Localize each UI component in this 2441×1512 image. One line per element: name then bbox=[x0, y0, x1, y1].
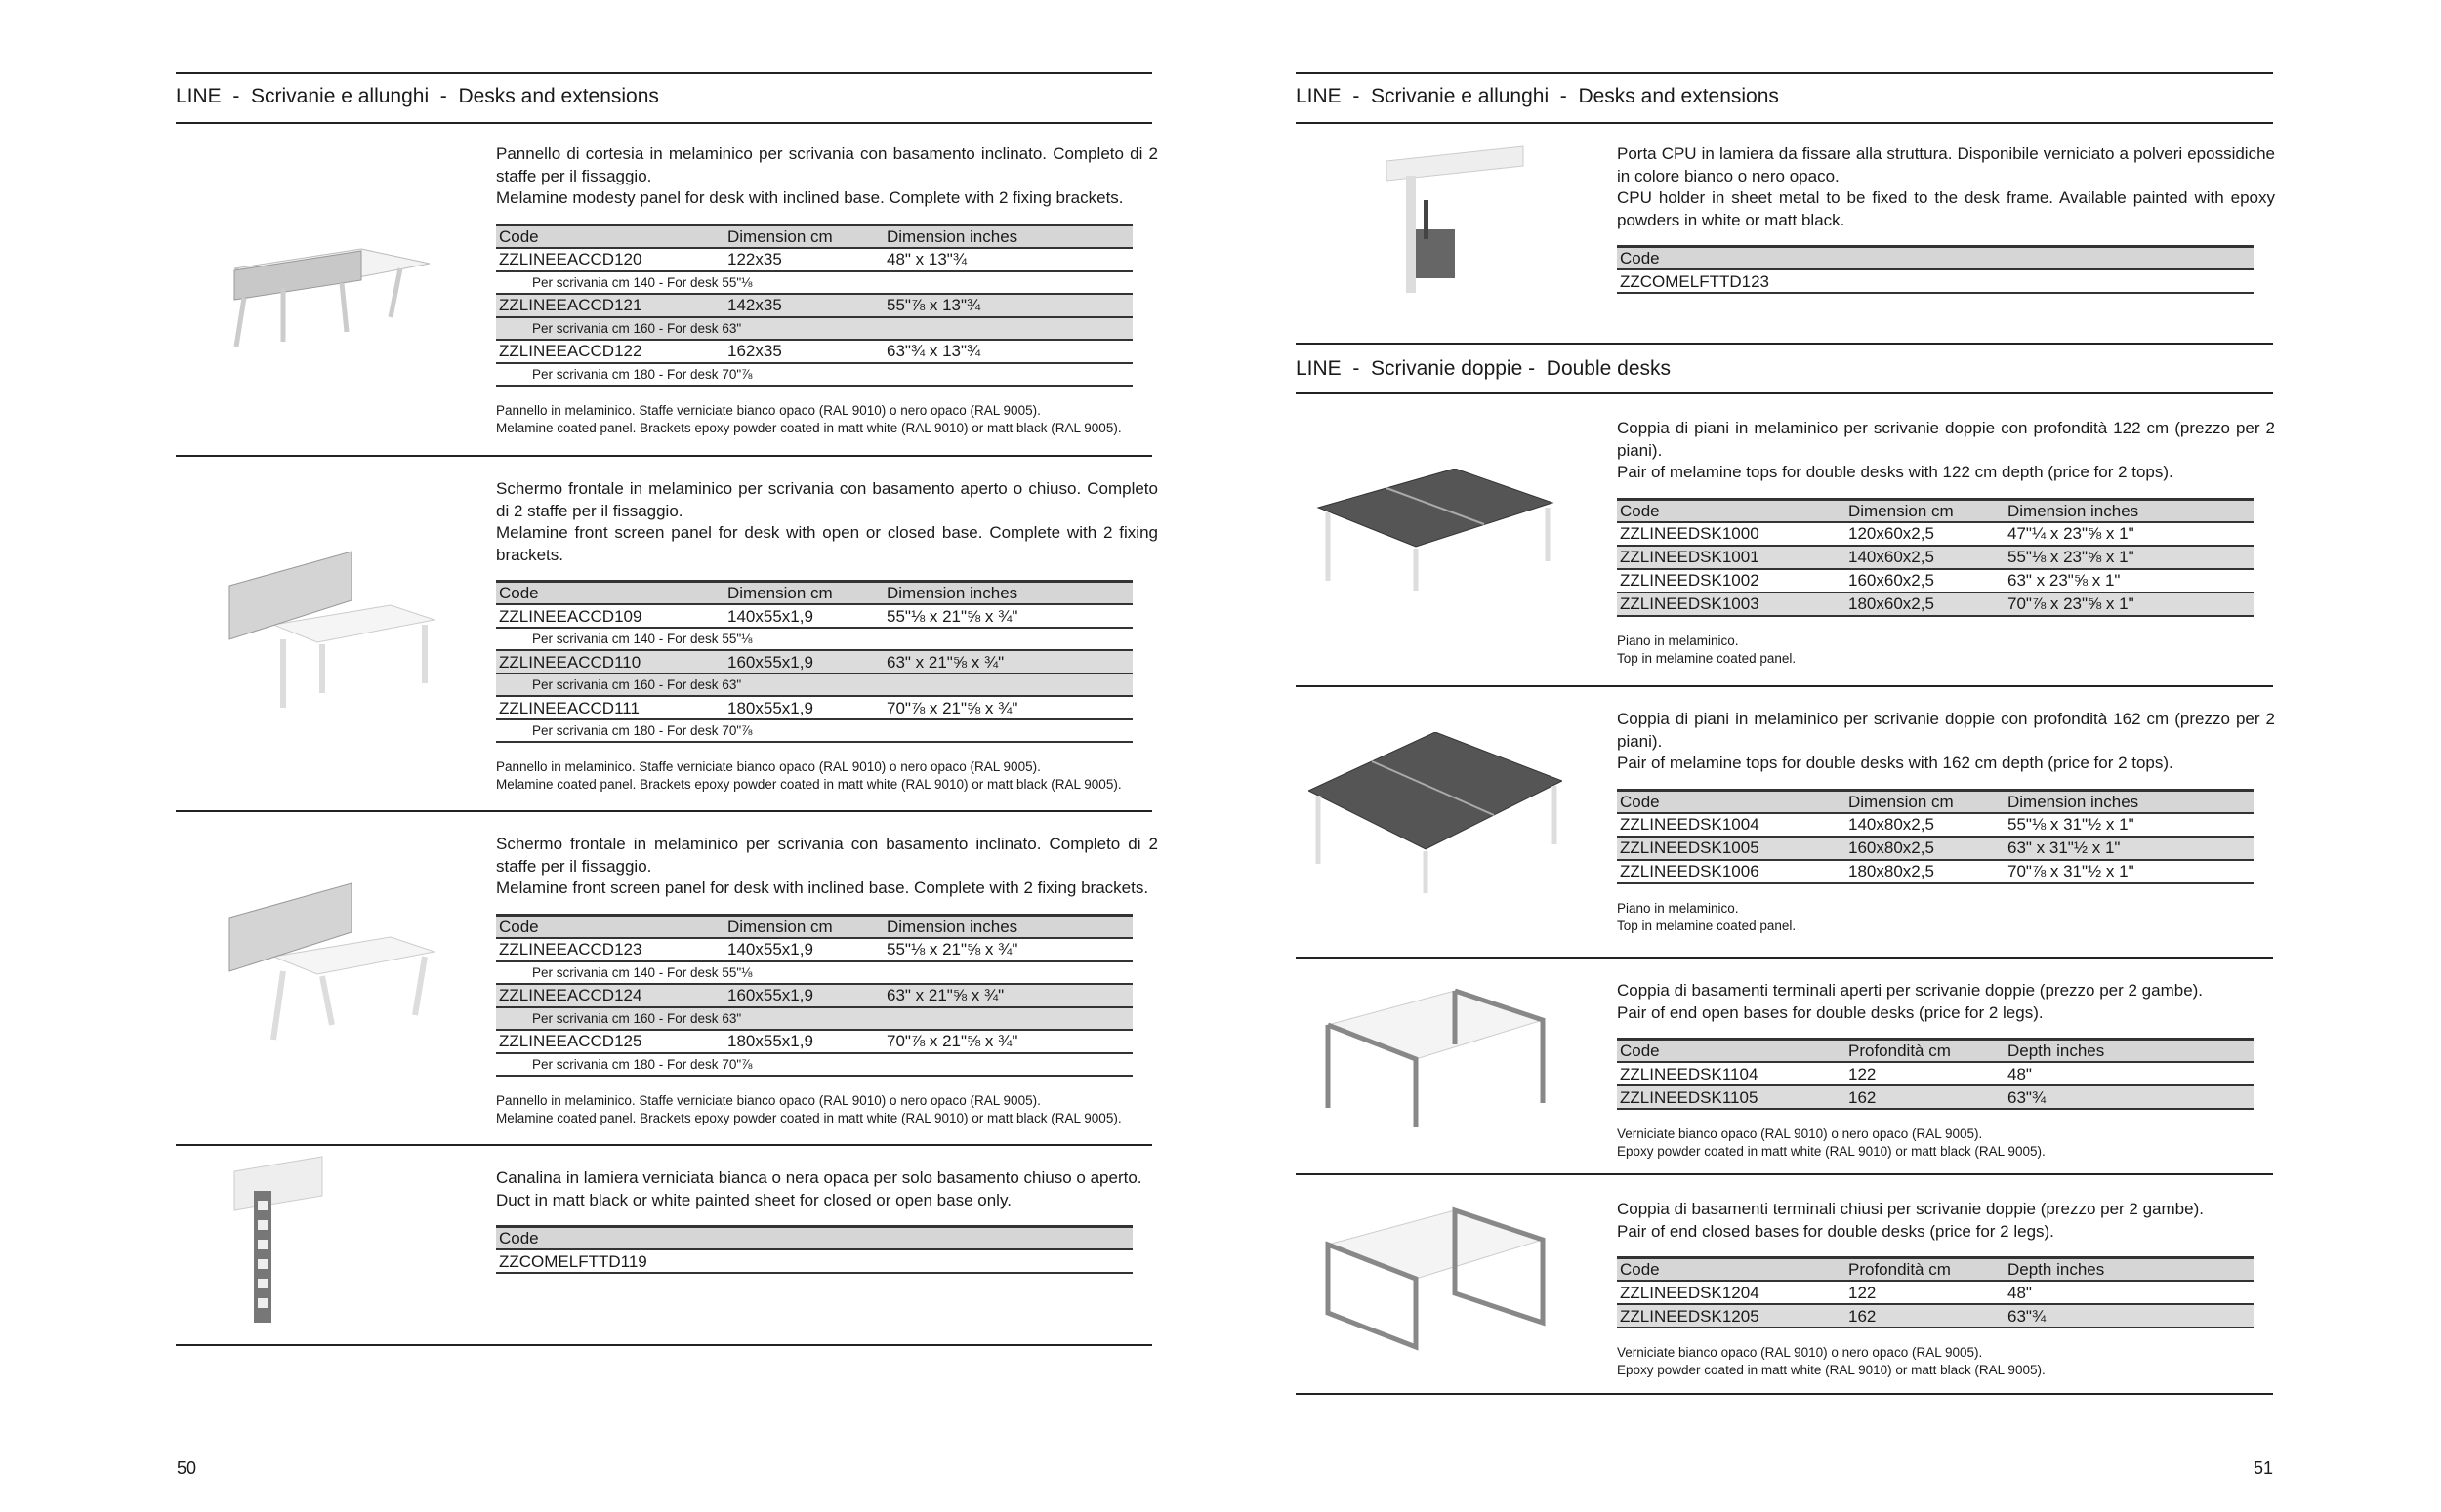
table-row bbox=[496, 294, 1133, 317]
material-notes bbox=[1617, 633, 2275, 668]
table-cell: 55"⅛ x 21"⅝ x ¾" bbox=[884, 938, 1133, 961]
column-header: Depth inches bbox=[2005, 1258, 2254, 1282]
table-row bbox=[1617, 269, 2254, 293]
column-header: Dimension cm bbox=[1845, 790, 2005, 813]
table-cell: 160x60x2,5 bbox=[1845, 569, 2005, 593]
product-description bbox=[1617, 418, 2275, 484]
product-table bbox=[1617, 789, 2254, 884]
product-section bbox=[1617, 709, 2275, 935]
product-section bbox=[496, 478, 1158, 794]
column-header: Dimension cm bbox=[724, 582, 884, 605]
note-line: Piano in melaminico. bbox=[1617, 633, 1739, 648]
product-table bbox=[1617, 1256, 2254, 1328]
section-rule bbox=[1296, 1393, 2273, 1395]
section-title-double-desks: LINE - Scrivanie doppie - Double desks bbox=[1296, 357, 1672, 380]
table-cell: ZZLINEEDSK1001 bbox=[1617, 546, 1845, 569]
column-header: Code bbox=[1617, 1040, 1845, 1063]
table-subrow bbox=[496, 363, 1133, 386]
table-cell: ZZLINEEACCD110 bbox=[496, 650, 724, 674]
desk-size-note: Per scrivania cm 140 - For desk 55"⅛ bbox=[496, 628, 1133, 650]
table-cell: 55"⅛ x 21"⅝ x ¾" bbox=[884, 604, 1133, 628]
double-desk-122-illustration bbox=[1308, 469, 1562, 600]
table-header bbox=[496, 225, 1133, 248]
product-description bbox=[1617, 143, 2275, 231]
table-cell: 122 bbox=[1845, 1281, 2005, 1304]
table-subrow bbox=[496, 271, 1133, 294]
table-cell: 70"⅞ x 21"⅝ x ¾" bbox=[884, 1030, 1133, 1053]
material-notes bbox=[496, 1092, 1158, 1127]
table-subrow bbox=[496, 961, 1133, 984]
section-rule bbox=[1296, 957, 2273, 959]
column-header: Dimension inches bbox=[884, 582, 1133, 605]
front-screen-desk-illustration bbox=[215, 547, 449, 717]
table-row bbox=[496, 696, 1133, 719]
table-cell: 70"⅞ x 21"⅝ x ¾" bbox=[884, 696, 1133, 719]
note-line: Verniciate bianco opaco (RAL 9010) o nero opaco (RAL 9005). bbox=[1617, 1126, 1983, 1141]
modesty-panel-desk-illustration bbox=[215, 210, 449, 361]
table-subrow bbox=[496, 719, 1133, 742]
table-cell: 70"⅞ x 23"⅝ x 1" bbox=[2005, 593, 2254, 616]
table-row bbox=[496, 340, 1133, 363]
table-header bbox=[496, 582, 1133, 605]
product-table bbox=[1617, 1038, 2254, 1110]
material-notes bbox=[1617, 1125, 2275, 1161]
front-screen-inclined-desk-illustration bbox=[215, 879, 449, 1049]
product-description bbox=[496, 478, 1158, 566]
product-table bbox=[496, 1225, 1133, 1274]
table-cell: ZZLINEEACCD121 bbox=[496, 294, 724, 317]
column-header: Dimension cm bbox=[724, 915, 884, 938]
note-line: Pannello in melaminico. Staffe verniciate bianco opaco (RAL 9010) o nero opaco (RAL 9005). bbox=[496, 402, 1041, 418]
column-header: Dimension cm bbox=[724, 225, 884, 248]
table-cell: ZZCOMELFTTD119 bbox=[496, 1249, 1133, 1273]
section-rule bbox=[1296, 685, 2273, 687]
section-rule bbox=[1296, 343, 2273, 345]
table-cell: ZZLINEEACCD124 bbox=[496, 984, 724, 1007]
table-cell: 63" x 23"⅝ x 1" bbox=[2005, 569, 2254, 593]
double-desk-162-illustration bbox=[1308, 732, 1562, 903]
description-en: Duct in matt black or white painted sheet for closed or open base only. bbox=[496, 1190, 1012, 1209]
section-rule bbox=[176, 810, 1152, 812]
section-rule bbox=[176, 1144, 1152, 1146]
table-cell: 180x55x1,9 bbox=[724, 1030, 884, 1053]
desk-size-note: Per scrivania cm 160 - For desk 63" bbox=[496, 317, 1133, 340]
table-row bbox=[1617, 569, 2254, 593]
product-description bbox=[496, 1167, 1158, 1211]
product-section bbox=[496, 834, 1158, 1127]
table-row bbox=[1617, 813, 2254, 837]
description-it: Porta CPU in lamiera da fissare alla struttura. Disponibile verniciato a polveri epossidiche in colore bianco o nero opaco. bbox=[1617, 144, 2275, 185]
table-row bbox=[1617, 1062, 2254, 1085]
description-it: Coppia di basamenti terminali aperti per scrivanie doppie (prezzo per 2 gambe). bbox=[1617, 981, 2204, 1000]
desk-size-note: Per scrivania cm 160 - For desk 63" bbox=[496, 674, 1133, 696]
table-subrow bbox=[496, 317, 1133, 340]
table-cell: 55"⅞ x 13"¾ bbox=[884, 294, 1133, 317]
table-cell: ZZLINEEDSK1004 bbox=[1617, 813, 1845, 837]
table-row bbox=[496, 984, 1133, 1007]
table-row bbox=[1617, 1304, 2254, 1328]
table-row bbox=[1617, 593, 2254, 616]
description-en: Melamine front screen panel for desk with inclined base. Complete with 2 fixing brackets. bbox=[496, 879, 1149, 897]
column-header: Dimension inches bbox=[2005, 790, 2254, 813]
note-line: Melamine coated panel. Brackets epoxy powder coated in matt white (RAL 9010) or matt black (RAL 9005). bbox=[496, 420, 1122, 435]
table-cell: 180x80x2,5 bbox=[1845, 860, 2005, 883]
description-en: Pair of melamine tops for double desks with 162 cm depth (price for 2 tops). bbox=[1617, 754, 2173, 772]
desk-size-note: Per scrivania cm 140 - For desk 55"⅛ bbox=[496, 271, 1133, 294]
table-row bbox=[496, 1030, 1133, 1053]
table-cell: 162x35 bbox=[724, 340, 884, 363]
table-cell: ZZCOMELFTTD123 bbox=[1617, 269, 2254, 293]
product-table bbox=[1617, 245, 2254, 294]
table-row bbox=[1617, 546, 2254, 569]
note-line: Top in melamine coated panel. bbox=[1617, 650, 1797, 666]
table-subrow bbox=[496, 1007, 1133, 1030]
product-description bbox=[1617, 980, 2275, 1024]
table-cell: 162 bbox=[1845, 1085, 2005, 1109]
page-number-left: 50 bbox=[177, 1458, 197, 1478]
table-header bbox=[1617, 1040, 2254, 1063]
page-title-left: LINE - Scrivanie e allunghi - Desks and extensions bbox=[176, 85, 659, 107]
product-table bbox=[1617, 498, 2254, 617]
note-line: Pannello in melaminico. Staffe verniciate bianco opaco (RAL 9010) o nero opaco (RAL 9005). bbox=[496, 1092, 1041, 1108]
product-table bbox=[496, 580, 1133, 743]
table-cell: ZZLINEEDSK1205 bbox=[1617, 1304, 1845, 1328]
table-row bbox=[496, 938, 1133, 961]
material-notes bbox=[1617, 1344, 2275, 1379]
header-rule-bottom bbox=[1296, 122, 2273, 124]
table-header bbox=[496, 915, 1133, 938]
description-it: Schermo frontale in melaminico per scrivania con basamento aperto o chiuso. Completo di 2 staffe per il fissaggio. bbox=[496, 479, 1158, 520]
product-section bbox=[1617, 1199, 2275, 1379]
table-cell: 55"⅛ x 31"½ x 1" bbox=[2005, 813, 2254, 837]
table-cell: 63"¾ bbox=[2005, 1304, 2254, 1328]
product-section bbox=[496, 143, 1158, 437]
description-en: Melamine front screen panel for desk with open or closed base. Complete with 2 fixing brackets. bbox=[496, 523, 1158, 564]
table-cell: ZZLINEEDSK1006 bbox=[1617, 860, 1845, 883]
table-cell: 162 bbox=[1845, 1304, 2005, 1328]
table-header bbox=[1617, 247, 2254, 270]
table-cell: ZZLINEEACCD111 bbox=[496, 696, 724, 719]
table-cell: 63" x 21"⅝ x ¾" bbox=[884, 984, 1133, 1007]
table-cell: 63"¾ bbox=[2005, 1085, 2254, 1109]
table-header bbox=[1617, 790, 2254, 813]
description-en: Pair of end open bases for double desks (price for 2 legs). bbox=[1617, 1002, 2044, 1022]
column-header: Profondità cm bbox=[1845, 1258, 2005, 1282]
table-row bbox=[1617, 1281, 2254, 1304]
product-section bbox=[1617, 418, 2275, 668]
material-notes bbox=[496, 402, 1158, 437]
table-cell: 70"⅞ x 31"½ x 1" bbox=[2005, 860, 2254, 883]
table-cell: ZZLINEEDSK1002 bbox=[1617, 569, 1845, 593]
table-cell: ZZLINEEDSK1204 bbox=[1617, 1281, 1845, 1304]
table-cell: 48" bbox=[2005, 1281, 2254, 1304]
product-description bbox=[496, 834, 1158, 900]
cpu-holder-illustration bbox=[1308, 142, 1543, 303]
table-header bbox=[1617, 1258, 2254, 1282]
table-cell: 55"⅛ x 23"⅝ x 1" bbox=[2005, 546, 2254, 569]
table-header bbox=[1617, 499, 2254, 522]
table-cell: 180x60x2,5 bbox=[1845, 593, 2005, 616]
header-rule-bottom bbox=[176, 122, 1152, 124]
column-header: Code bbox=[1617, 499, 1845, 522]
description-it: Schermo frontale in melaminico per scrivania con basamento inclinato. Completo di 2 staffe per il fissaggio. bbox=[496, 835, 1158, 876]
product-description bbox=[1617, 709, 2275, 775]
table-cell: ZZLINEEACCD122 bbox=[496, 340, 724, 363]
column-header: Code bbox=[496, 225, 724, 248]
table-cell: 63"¾ x 13"¾ bbox=[884, 340, 1133, 363]
table-cell: 48" x 13"¾ bbox=[884, 248, 1133, 271]
table-cell: 47"¼ x 23"⅝ x 1" bbox=[2005, 522, 2254, 546]
description-it: Coppia di piani in melaminico per scrivanie doppie con profondità 122 cm (prezzo per 2 piani). bbox=[1617, 419, 2275, 460]
desk-size-note: Per scrivania cm 140 - For desk 55"⅛ bbox=[496, 961, 1133, 984]
table-row bbox=[496, 604, 1133, 628]
column-header: Code bbox=[1617, 247, 2254, 270]
column-header: Depth inches bbox=[2005, 1040, 2254, 1063]
table-cell: 180x55x1,9 bbox=[724, 696, 884, 719]
table-row bbox=[1617, 1085, 2254, 1109]
note-line: Melamine coated panel. Brackets epoxy powder coated in matt white (RAL 9010) or matt black (RAL 9005). bbox=[496, 777, 1122, 792]
section-rule bbox=[1296, 1173, 2273, 1175]
desk-size-note: Per scrivania cm 160 - For desk 63" bbox=[496, 1007, 1133, 1030]
description-en: CPU holder in sheet metal to be fixed to the desk frame. Available painted with epoxy powders in white or matt black. bbox=[1617, 188, 2275, 229]
section-rule bbox=[176, 455, 1152, 457]
column-header: Code bbox=[496, 582, 724, 605]
desk-size-note: Per scrivania cm 180 - For desk 70"⅞ bbox=[496, 719, 1133, 742]
table-row bbox=[496, 1249, 1133, 1273]
note-line: Epoxy powder coated in matt white (RAL 9010) or matt black (RAL 9005). bbox=[1617, 1363, 2046, 1377]
table-cell: 63" x 21"⅝ x ¾" bbox=[884, 650, 1133, 674]
table-row bbox=[1617, 837, 2254, 860]
table-cell: 48" bbox=[2005, 1062, 2254, 1085]
note-line: Pannello in melaminico. Staffe verniciate bianco opaco (RAL 9010) o nero opaco (RAL 9005). bbox=[496, 759, 1041, 774]
column-header: Dimension cm bbox=[1845, 499, 2005, 522]
header-rule-top bbox=[176, 72, 1152, 74]
note-line: Verniciate bianco opaco (RAL 9010) o nero opaco (RAL 9005). bbox=[1617, 1345, 1983, 1360]
table-cell: 140x80x2,5 bbox=[1845, 813, 2005, 837]
table-cell: ZZLINEEACCD120 bbox=[496, 248, 724, 271]
description-it: Canalina in lamiera verniciata bianca o nera opaca per solo basamento chiuso o aperto. bbox=[496, 1168, 1142, 1187]
material-notes bbox=[496, 758, 1158, 794]
page-title-right: LINE - Scrivanie e allunghi - Desks and extensions bbox=[1296, 85, 1779, 107]
table-cell: 120x60x2,5 bbox=[1845, 522, 2005, 546]
closed-end-bases-illustration bbox=[1308, 1206, 1562, 1357]
table-cell: 160x80x2,5 bbox=[1845, 837, 2005, 860]
table-cell: ZZLINEEDSK1105 bbox=[1617, 1085, 1845, 1109]
product-section bbox=[1617, 980, 2275, 1161]
column-header: Dimension inches bbox=[884, 225, 1133, 248]
table-cell: 140x55x1,9 bbox=[724, 938, 884, 961]
column-header: Code bbox=[496, 1227, 1133, 1250]
table-cell: ZZLINEEACCD123 bbox=[496, 938, 724, 961]
column-header: Code bbox=[1617, 790, 1845, 813]
table-cell: 122x35 bbox=[724, 248, 884, 271]
table-cell: 140x55x1,9 bbox=[724, 604, 884, 628]
description-en: Melamine modesty panel for desk with inclined base. Complete with 2 fixing brackets. bbox=[496, 188, 1124, 207]
table-cell: ZZLINEEACCD109 bbox=[496, 604, 724, 628]
column-header: Code bbox=[1617, 1258, 1845, 1282]
table-row bbox=[496, 248, 1133, 271]
material-notes bbox=[1617, 900, 2275, 935]
section-rule bbox=[176, 1344, 1152, 1346]
column-header: Dimension inches bbox=[884, 915, 1133, 938]
table-cell: ZZLINEEACCD125 bbox=[496, 1030, 724, 1053]
desk-size-note: Per scrivania cm 180 - For desk 70"⅞ bbox=[496, 363, 1133, 386]
product-description bbox=[496, 143, 1158, 210]
description-en: Pair of melamine tops for double desks with 122 cm depth (price for 2 tops). bbox=[1617, 463, 2173, 481]
description-it: Coppia di piani in melaminico per scrivanie doppie con profondità 162 cm (prezzo per 2 piani). bbox=[1617, 710, 2275, 751]
table-cell: ZZLINEEDSK1000 bbox=[1617, 522, 1845, 546]
section-rule bbox=[1296, 392, 2273, 394]
header-rule-top bbox=[1296, 72, 2273, 74]
description-it: Pannello di cortesia in melaminico per scrivania con basamento inclinato. Completo di 2 staffe per il fissaggio. bbox=[496, 144, 1158, 185]
table-cell: 160x55x1,9 bbox=[724, 650, 884, 674]
cable-duct-illustration bbox=[215, 1152, 449, 1332]
description-en: Pair of end closed bases for double desks (price for 2 legs). bbox=[1617, 1221, 2054, 1241]
table-cell: 140x60x2,5 bbox=[1845, 546, 2005, 569]
table-subrow bbox=[496, 674, 1133, 696]
open-end-bases-illustration bbox=[1308, 986, 1562, 1137]
note-line: Top in melamine coated panel. bbox=[1617, 918, 1797, 933]
table-row bbox=[1617, 522, 2254, 546]
desk-size-note: Per scrivania cm 180 - For desk 70"⅞ bbox=[496, 1053, 1133, 1076]
table-cell: ZZLINEEDSK1003 bbox=[1617, 593, 1845, 616]
table-cell: 122 bbox=[1845, 1062, 2005, 1085]
note-line: Piano in melaminico. bbox=[1617, 900, 1739, 916]
table-cell: 160x55x1,9 bbox=[724, 984, 884, 1007]
table-cell: ZZLINEEDSK1104 bbox=[1617, 1062, 1845, 1085]
product-table bbox=[496, 914, 1133, 1077]
table-header bbox=[496, 1227, 1133, 1250]
table-cell: ZZLINEEDSK1005 bbox=[1617, 837, 1845, 860]
product-section bbox=[496, 1167, 1158, 1274]
column-header: Dimension inches bbox=[2005, 499, 2254, 522]
product-description bbox=[1617, 1199, 2275, 1243]
column-header: Code bbox=[496, 915, 724, 938]
note-line: Epoxy powder coated in matt white (RAL 9010) or matt black (RAL 9005). bbox=[1617, 1144, 2046, 1159]
table-cell: 142x35 bbox=[724, 294, 884, 317]
page-number-right: 51 bbox=[2254, 1458, 2274, 1478]
table-row bbox=[1617, 860, 2254, 883]
table-row bbox=[496, 650, 1133, 674]
product-table bbox=[496, 224, 1133, 387]
description-it: Coppia di basamenti terminali chiusi per scrivanie doppie (prezzo per 2 gambe). bbox=[1617, 1200, 2204, 1218]
note-line: Melamine coated panel. Brackets epoxy powder coated in matt white (RAL 9010) or matt black (RAL 9005). bbox=[496, 1110, 1122, 1125]
product-section bbox=[1617, 143, 2275, 294]
table-subrow bbox=[496, 628, 1133, 650]
table-cell: 63" x 31"½ x 1" bbox=[2005, 837, 2254, 860]
column-header: Profondità cm bbox=[1845, 1040, 2005, 1063]
table-subrow bbox=[496, 1053, 1133, 1076]
